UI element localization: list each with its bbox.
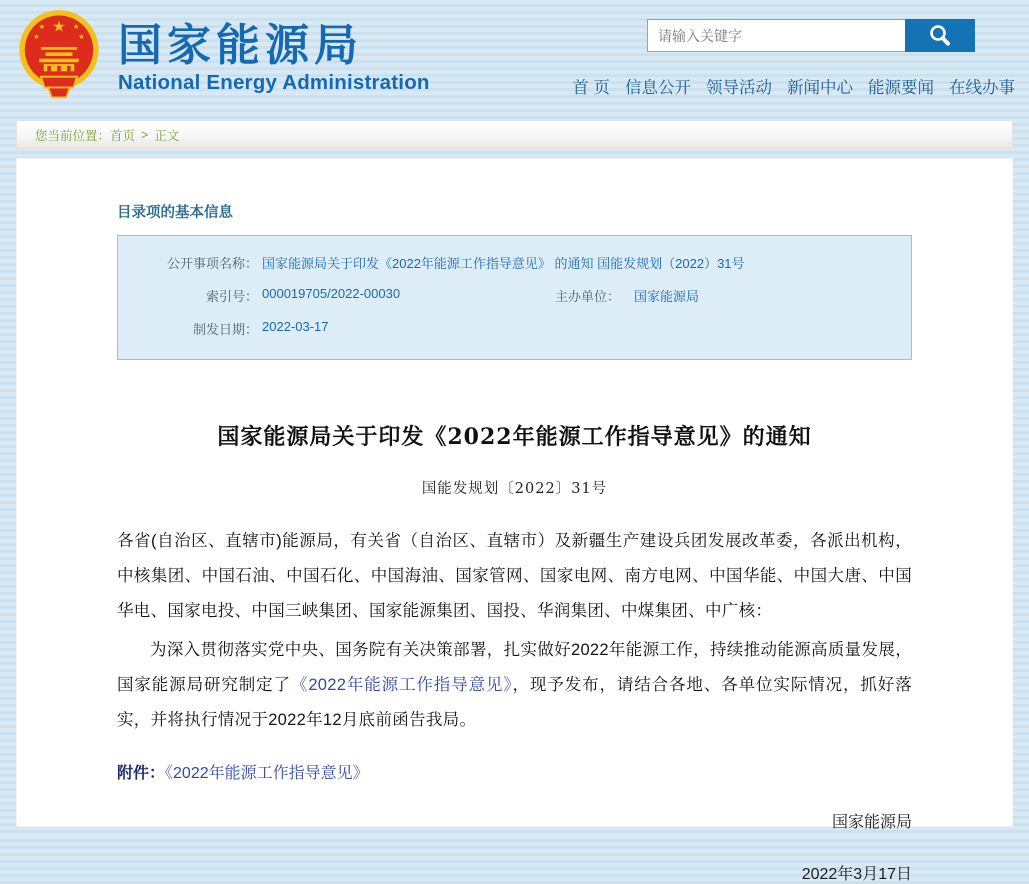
nav-item-home[interactable]: 首 页 bbox=[572, 79, 610, 97]
breadcrumb-current[interactable]: 正文 bbox=[154, 128, 180, 143]
breadcrumb-prefix: 您当前位置： bbox=[35, 128, 111, 143]
attachment-row bbox=[117, 760, 912, 783]
info-org-value: 国家能源局 bbox=[634, 289, 700, 304]
paragraph-recipients: 各省(自治区、直辖市)能源局，有关省（自治区、直辖市）及新疆生产建设兵团发展改革委，各派出机构，中核集团、中国石油、中国石化、中国海油、国家管网、国家电网、南方电网、中国华能、中国大唐、中国华电、国家电投、中国三峡集团、国家能源集团、国投、华润集团、中煤集团、中广核： bbox=[117, 532, 912, 620]
info-name-label: 公开事项名称： bbox=[166, 256, 258, 271]
info-row-name bbox=[118, 246, 911, 279]
breadcrumb bbox=[16, 120, 1013, 149]
svg-text:★: ★ bbox=[78, 31, 85, 41]
nav-item-online[interactable]: 在线办事 bbox=[949, 79, 1015, 97]
site-title-block bbox=[118, 17, 430, 95]
info-index-label: 索引号： bbox=[205, 289, 258, 304]
national-emblem-icon bbox=[14, 6, 104, 106]
search-button[interactable] bbox=[905, 19, 975, 52]
content-panel bbox=[16, 158, 1013, 883]
guideline-inline-link[interactable]: 《2022年能源工作指导意见》 bbox=[290, 676, 513, 694]
info-index-value: 000019705/2022-00030 bbox=[262, 286, 401, 301]
info-org-label: 主办单位： bbox=[554, 289, 620, 304]
paragraph-body-post: ，现予发布，请结合各地、各单位实际情况，抓好落实，并将执行情况于2022年12月底前函告我局。 bbox=[117, 676, 912, 729]
svg-text:★: ★ bbox=[72, 22, 80, 31]
search-input[interactable] bbox=[647, 19, 905, 52]
attachment-label: 附件： bbox=[117, 765, 166, 782]
catalog-section-title: 目录项的基本信息 bbox=[117, 205, 233, 221]
info-date-label: 制发日期： bbox=[192, 322, 258, 337]
attachment-link[interactable]: 《2022年能源工作指导意见》 bbox=[165, 765, 369, 782]
breadcrumb-separator: > bbox=[141, 127, 149, 142]
nav-item-info[interactable]: 信息公开 bbox=[625, 79, 691, 97]
main-nav bbox=[572, 74, 1015, 98]
svg-text:★: ★ bbox=[52, 18, 66, 36]
search-icon bbox=[927, 23, 953, 49]
svg-text:★: ★ bbox=[33, 31, 40, 41]
document-number: 国能发规划〔2022〕31号 bbox=[421, 481, 608, 497]
signature-date: 2022年3月17日 bbox=[801, 866, 912, 883]
site-title-zh: 国家能源局 bbox=[118, 20, 363, 70]
document-title: 国家能源局关于印发《2022年能源工作指导意见》的通知 bbox=[217, 424, 812, 450]
paragraph-body bbox=[117, 633, 912, 738]
info-date-value: 2022-03-17 bbox=[262, 319, 329, 334]
site-logo[interactable] bbox=[14, 6, 430, 106]
nav-item-leaders[interactable]: 领导活动 bbox=[706, 79, 772, 97]
paragraph-body-pre: 为深入贯彻落实党中央、国务院有关决策部署，扎实做好2022年能源工作，持续推动能源高质量发展，国家能源局研究制定了 bbox=[117, 641, 912, 694]
info-row-index-org bbox=[118, 279, 911, 312]
svg-text:★: ★ bbox=[38, 22, 46, 31]
site-header bbox=[0, 0, 1029, 118]
nav-item-energy[interactable]: 能源要闻 bbox=[868, 79, 934, 97]
catalog-info-box bbox=[117, 235, 912, 360]
breadcrumb-home-link[interactable]: 首页 bbox=[110, 128, 136, 143]
info-row-date bbox=[118, 312, 911, 345]
site-title-en: National Energy Administration bbox=[118, 71, 430, 95]
info-name-value: 国家能源局关于印发《2022年能源工作指导意见》 的通知 国能发规划（2022）31号 bbox=[262, 256, 745, 271]
nav-item-news[interactable]: 新闻中心 bbox=[787, 79, 853, 97]
search-bar bbox=[647, 19, 975, 52]
signature-org: 国家能源局 bbox=[831, 814, 912, 831]
